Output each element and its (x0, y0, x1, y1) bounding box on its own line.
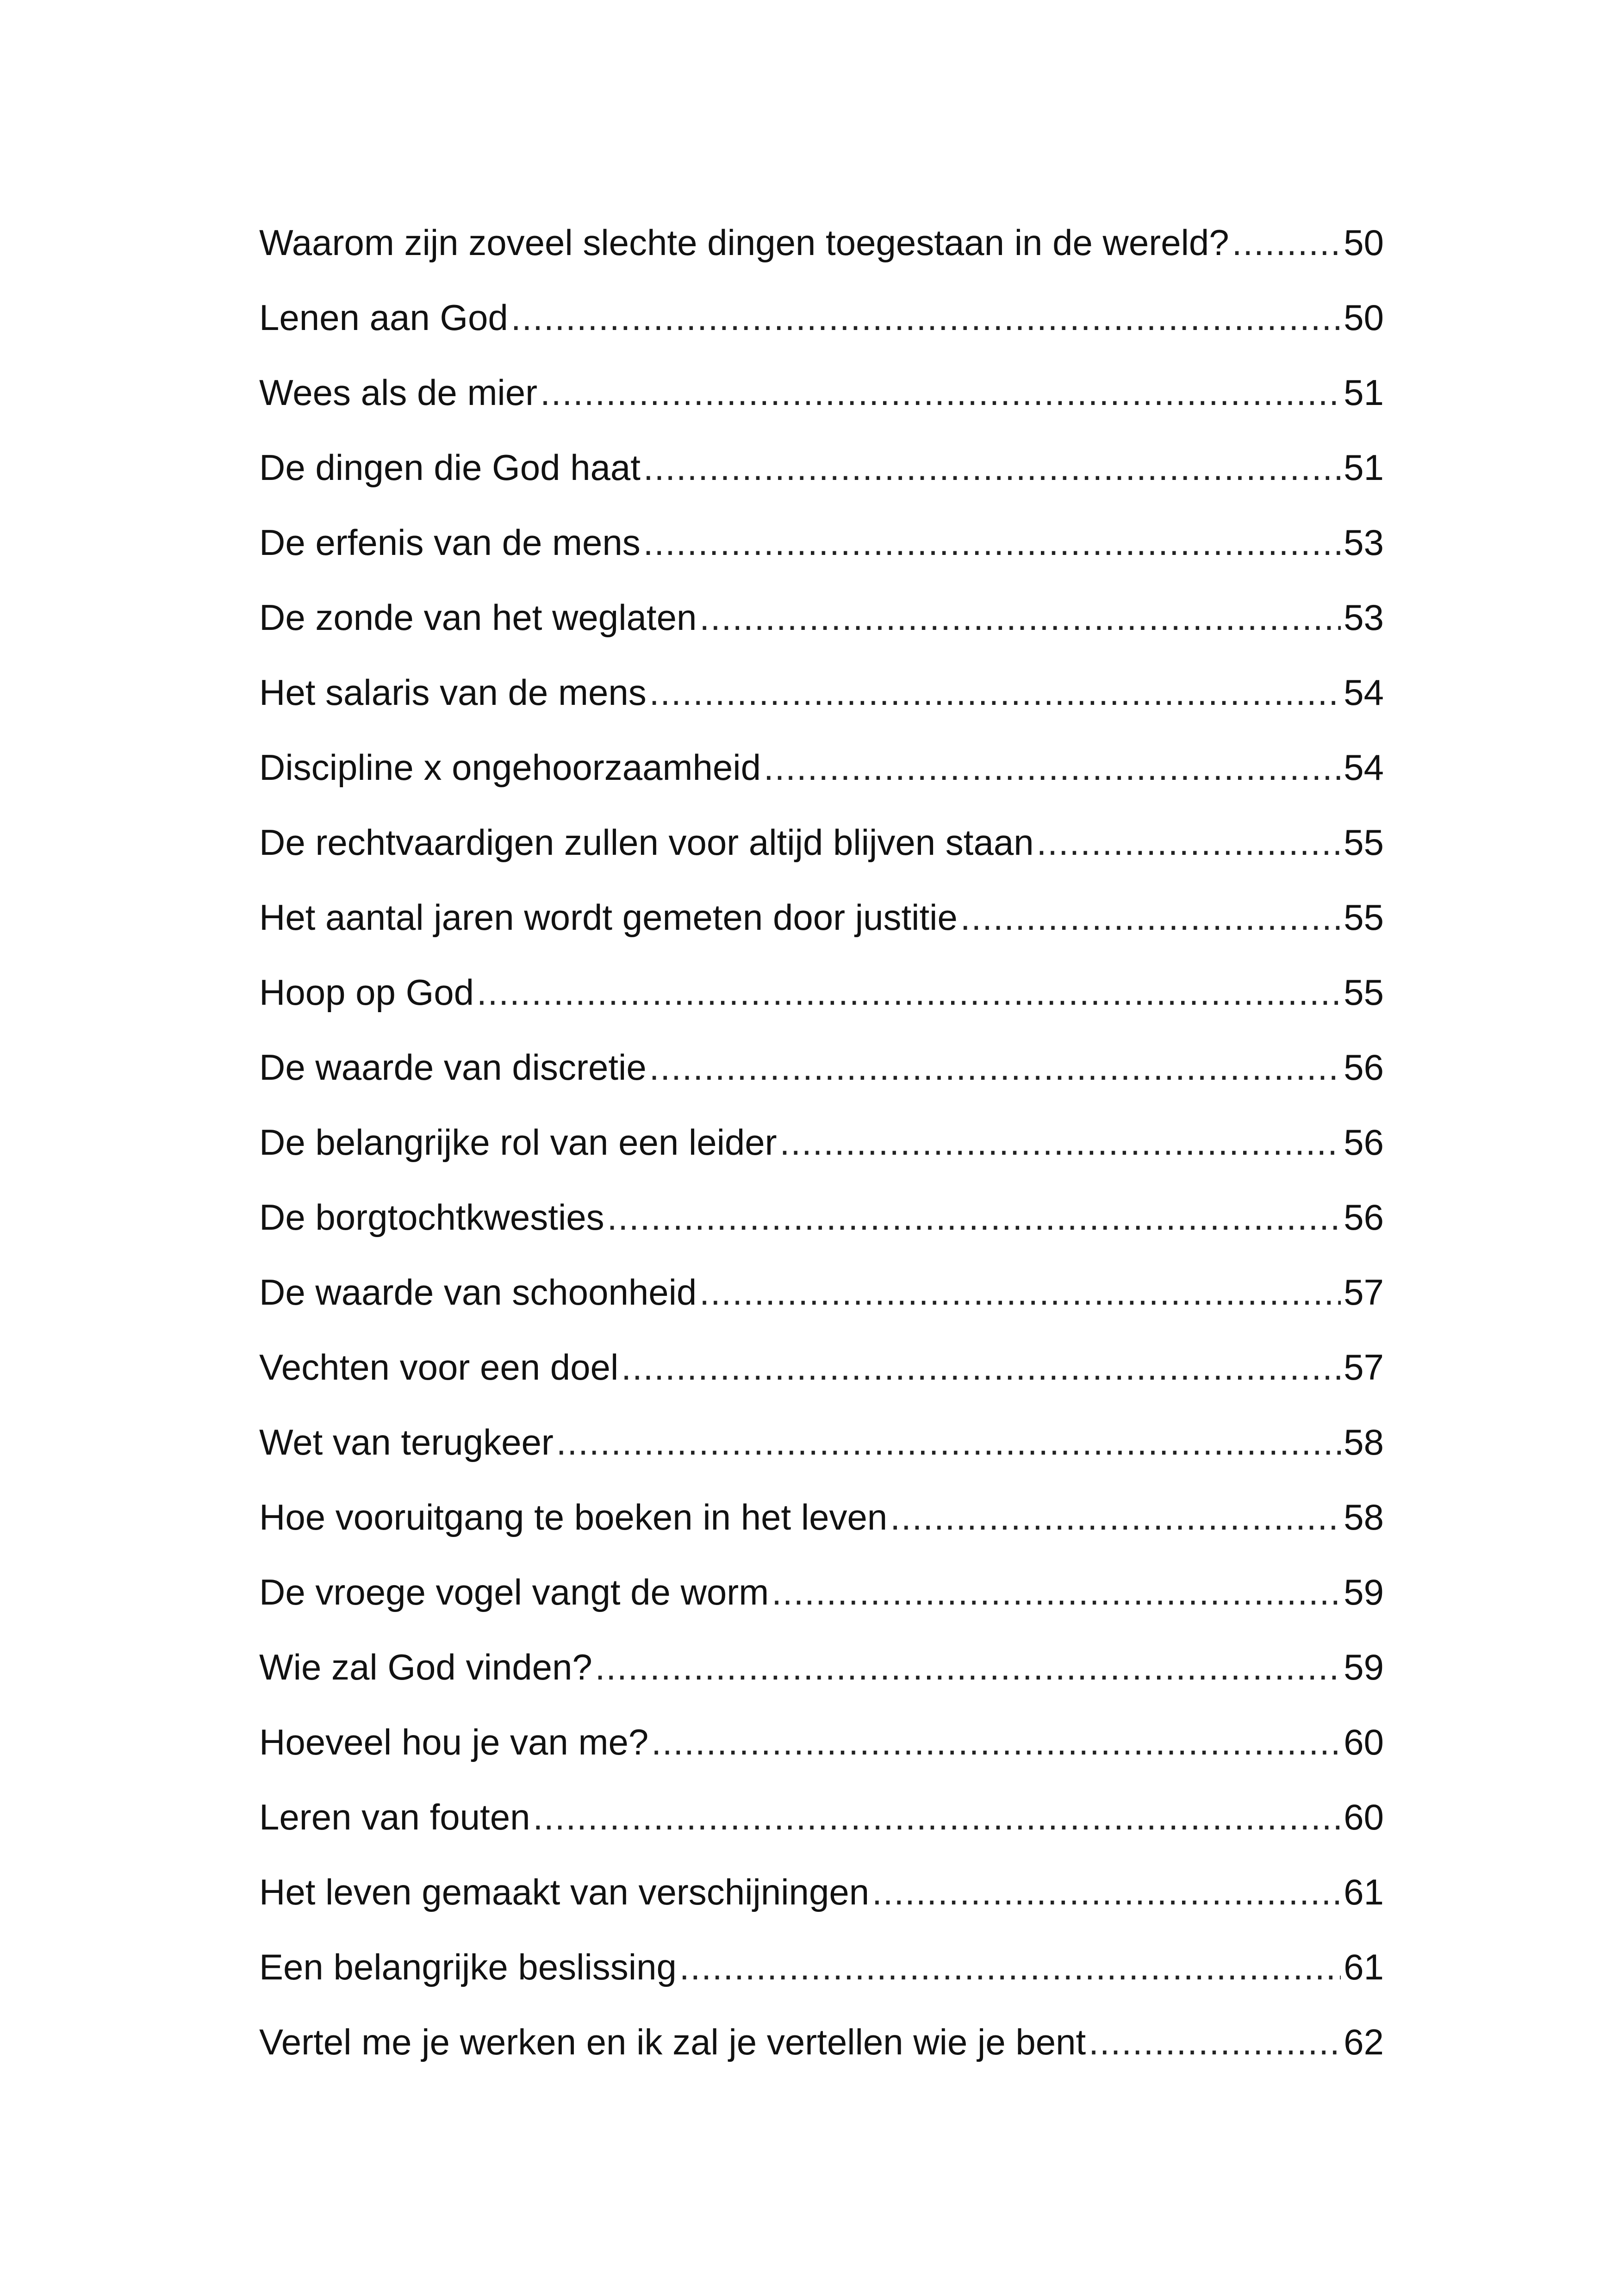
toc-entry-title: Het salaris van de mens (259, 672, 647, 713)
toc-entry-title: Wie zal God vinden? (259, 1647, 592, 1687)
toc-entry-page: 60 (1344, 1797, 1384, 1837)
toc-entry[interactable] (259, 516, 1384, 591)
table-of-contents (259, 217, 1384, 2091)
toc-entry-page: 60 (1344, 1722, 1384, 1762)
toc-entry-title: De vroege vogel vangt de worm (259, 1572, 769, 1612)
toc-entry-title: De rechtvaardigen zullen voor altijd blijven staan (259, 822, 1034, 863)
toc-entry-page: 58 (1344, 1422, 1384, 1462)
toc-entry-page: 55 (1344, 897, 1384, 938)
toc-entry-title: Wet van terugkeer (259, 1422, 554, 1462)
toc-entry[interactable] (259, 292, 1384, 367)
toc-entry-title: Hoeveel hou je van me? (259, 1722, 649, 1762)
toc-entry-page: 55 (1344, 822, 1384, 863)
toc-entry-page: 50 (1344, 222, 1384, 263)
toc-entry-title: Hoop op God (259, 972, 474, 1013)
toc-dot-leader (607, 1191, 1341, 1243)
toc-entry-title: Hoe vooruitgang te boeken in het leven (259, 1497, 888, 1537)
toc-dot-leader (651, 1716, 1341, 1768)
toc-dot-leader (780, 1116, 1341, 1168)
toc-entry[interactable] (259, 217, 1384, 292)
toc-dot-leader (679, 1941, 1341, 1993)
toc-entry-title: Vertel me je werken en ik zal je vertellen wie je bent (259, 2022, 1086, 2062)
toc-dot-leader (533, 1791, 1341, 1843)
toc-entry-page: 51 (1344, 372, 1384, 413)
toc-dot-leader (643, 516, 1341, 568)
toc-dot-leader (890, 1491, 1341, 1543)
toc-entry-title: De waarde van discretie (259, 1047, 647, 1088)
toc-dot-leader (511, 292, 1341, 343)
toc-entry-page: 57 (1344, 1347, 1384, 1388)
toc-entry[interactable] (259, 741, 1384, 816)
toc-entry[interactable] (259, 1866, 1384, 1941)
toc-entry[interactable] (259, 1341, 1384, 1416)
toc-entry[interactable] (259, 1416, 1384, 1491)
toc-dot-leader (556, 1416, 1341, 1468)
toc-dot-leader (1232, 217, 1341, 268)
toc-entry-title: Lenen aan God (259, 297, 508, 338)
toc-dot-leader (595, 1641, 1341, 1693)
toc-dot-leader (699, 1266, 1341, 1318)
toc-entry[interactable] (259, 2016, 1384, 2091)
toc-entry[interactable] (259, 1716, 1384, 1791)
toc-dot-leader (872, 1866, 1341, 1918)
toc-entry-title: Een belangrijke beslissing (259, 1947, 677, 1987)
toc-entry-page: 61 (1344, 1872, 1384, 1912)
toc-entry-page: 57 (1344, 1272, 1384, 1313)
toc-entry-title: Wees als de mier (259, 372, 538, 413)
toc-dot-leader (649, 666, 1341, 718)
toc-entry-title: Waarom zijn zoveel slechte dingen toegestaan in de wereld? (259, 222, 1229, 263)
toc-entry[interactable] (259, 1191, 1384, 1266)
toc-entry-title: De waarde van schoonheid (259, 1272, 697, 1313)
toc-dot-leader (540, 367, 1341, 418)
toc-entry-page: 55 (1344, 972, 1384, 1013)
toc-dot-leader (764, 741, 1341, 793)
toc-entry-page: 53 (1344, 522, 1384, 563)
toc-entry[interactable] (259, 1791, 1384, 1866)
toc-entry[interactable] (259, 591, 1384, 666)
toc-dot-leader (772, 1566, 1341, 1618)
toc-dot-leader (643, 442, 1341, 493)
toc-entry-page: 53 (1344, 597, 1384, 638)
toc-dot-leader (699, 591, 1341, 643)
toc-entry[interactable] (259, 1116, 1384, 1191)
toc-entry[interactable] (259, 1041, 1384, 1116)
toc-entry-page: 56 (1344, 1047, 1384, 1088)
toc-entry-title: Het aantal jaren wordt gemeten door justitie (259, 897, 958, 938)
toc-entry-page: 61 (1344, 1947, 1384, 1987)
toc-entry-page: 59 (1344, 1572, 1384, 1612)
toc-entry-title: Leren van fouten (259, 1797, 530, 1837)
toc-dot-leader (477, 966, 1341, 1018)
toc-entry[interactable] (259, 966, 1384, 1041)
toc-entry[interactable] (259, 666, 1384, 741)
toc-dot-leader (649, 1041, 1341, 1093)
toc-entry-page: 58 (1344, 1497, 1384, 1537)
toc-entry-title: Discipline x ongehoorzaamheid (259, 747, 761, 788)
toc-entry[interactable] (259, 891, 1384, 966)
toc-dot-leader (960, 891, 1341, 943)
toc-dot-leader (1089, 2016, 1341, 2068)
toc-dot-leader (1037, 816, 1341, 868)
toc-entry-page: 50 (1344, 297, 1384, 338)
toc-entry[interactable] (259, 1641, 1384, 1716)
toc-entry[interactable] (259, 816, 1384, 891)
toc-entry-title: De borgtochtkwesties (259, 1197, 604, 1238)
toc-entry-page: 59 (1344, 1647, 1384, 1687)
toc-entry-title: De zonde van het weglaten (259, 597, 697, 638)
toc-entry-page: 56 (1344, 1122, 1384, 1163)
toc-dot-leader (621, 1341, 1341, 1393)
toc-entry-page: 51 (1344, 447, 1384, 488)
toc-entry-title: De dingen die God haat (259, 447, 641, 488)
toc-entry[interactable] (259, 367, 1384, 442)
toc-entry-page: 62 (1344, 2022, 1384, 2062)
toc-entry[interactable] (259, 1941, 1384, 2016)
toc-entry[interactable] (259, 1491, 1384, 1566)
toc-entry-title: De belangrijke rol van een leider (259, 1122, 777, 1163)
toc-entry-title: Het leven gemaakt van verschijningen (259, 1872, 870, 1912)
toc-entry-title: De erfenis van de mens (259, 522, 641, 563)
toc-entry[interactable] (259, 1566, 1384, 1641)
toc-entry[interactable] (259, 1266, 1384, 1341)
toc-entry-page: 54 (1344, 672, 1384, 713)
toc-entry-page: 56 (1344, 1197, 1384, 1238)
toc-entry-page: 54 (1344, 747, 1384, 788)
toc-entry-title: Vechten voor een doel (259, 1347, 619, 1388)
toc-entry[interactable] (259, 442, 1384, 516)
